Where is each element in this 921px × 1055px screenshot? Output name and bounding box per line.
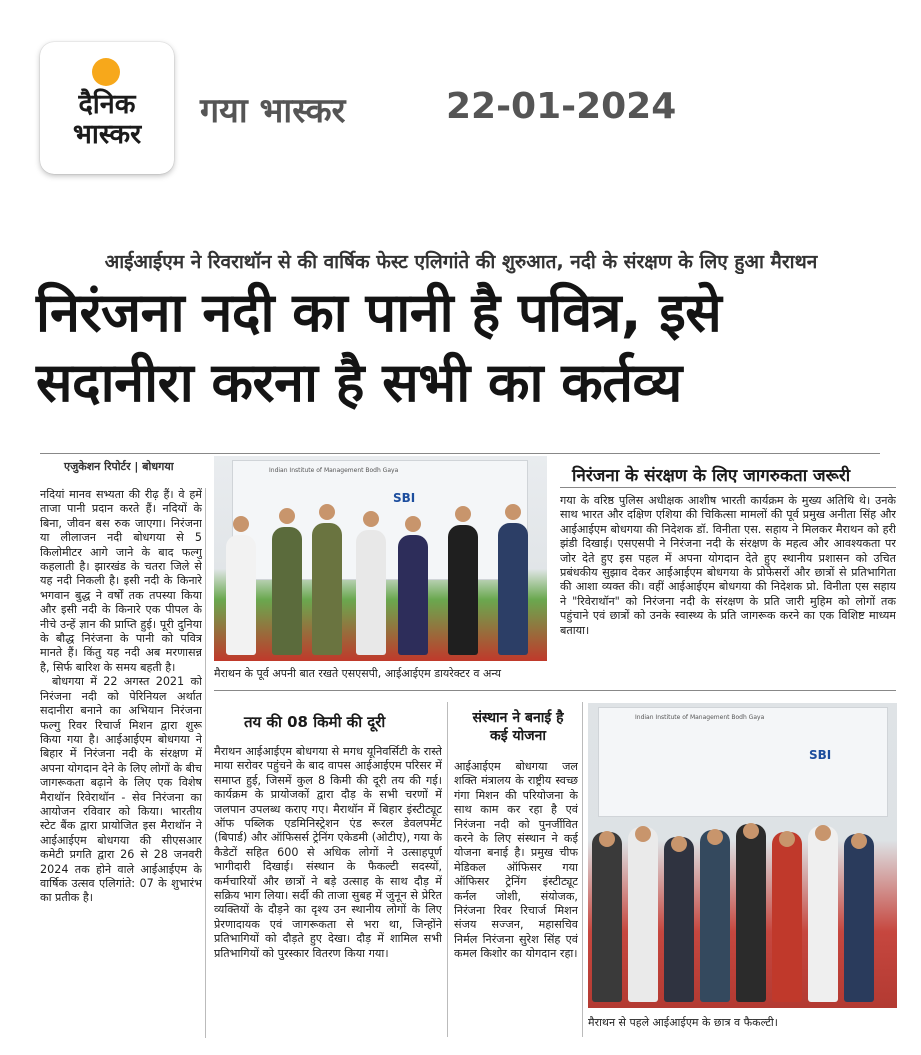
photo-caption: मैराथन से पहले आईआईएम के छात्र व फैकल्टी। xyxy=(588,1016,778,1029)
person-head xyxy=(599,831,615,847)
article-section-3: आईआईएम बोधगया जल शक्ति मंत्रालय के राष्ट्रीय स्वच्छ गंगा मिशन की परियोजना के साथ काम कर रहा है एवं निरंजना नदी को पुनर्जीवित करने के लिए संस्थान ने कई योजना बनाई है। प्रमुख चीफ मेडिकल ऑफिसर गया ऑफिसर ट्रेनिंग इंस्टीट्यूट कर्नल जोशी, संयोजक, निरंजना रिवर रिचार्ज मिशन संजय सज्जन, महासचिव निर्मल निरंजना सुरेश सिंह एवं कमल किशोर का योगदान रहा। xyxy=(454,760,578,961)
dainik-bhaskar-logo xyxy=(40,42,174,174)
person xyxy=(736,824,766,1002)
sbi-logo: SBI xyxy=(809,748,832,762)
person-head xyxy=(233,516,249,532)
person xyxy=(592,832,622,1002)
person-head xyxy=(363,511,379,527)
edition-date: 22-01-2024 xyxy=(446,86,677,127)
article-section-1: गया के वरिष्ठ पुलिस अधीक्षक आशीष भारती कार्यक्रम के मुख्य अतिथि थे। उनके साथ भारत और दक्षिण एशिया की चिकित्सा मामलों की पूर्व प्रमुख अनीता सिंह और आईआईएम बोधगया की निदेशक डॉ. विनीता एस. सहाय ने मिलकर मैराथन को हरी झंडी दिखाई। एसएसपी ने निरंजना नदी के संरक्षण के महत्व और आवश्यकता पर जोर देते हुए इस पहल में अपना योगदान देते हुए स्थानीय प्रशासन को उचित प्रबंधकीय सुझाव देकर आईआईएम बोधगया के प्रोफेसरों और छात्रों से प्रतिभागिता की आशा व्यक्त की। वहीं आईआईएम बोधगया की निदेशक प्रो. विनीता एस सहाय ने "रिवेराथॉन" को निरंजना नदी के संरक्षण के प्रति जारी मुहिम को लोगों तक पहुंचाने एवं छात्रों को उनके स्वास्थ्य के प्रति जागरूक करने का एक विशिष्ट माध्यम बताया। xyxy=(560,494,896,637)
person-head xyxy=(405,516,421,532)
person xyxy=(272,527,302,655)
photo-caption: मैराथन के पूर्व अपनी बात रखते एसएसपी, आईआईएम डायरेक्टर व अन्य xyxy=(214,667,501,680)
article-column-1 xyxy=(40,488,202,1038)
edition-name: गया भास्कर xyxy=(200,91,346,131)
person xyxy=(700,830,730,1002)
person xyxy=(498,523,528,655)
section-heading: संस्थान ने बनाई है कई योजना xyxy=(472,710,564,744)
sun-icon xyxy=(92,58,120,86)
divider xyxy=(560,487,896,488)
sbi-logo: SBI xyxy=(393,491,416,505)
person-head xyxy=(851,833,867,849)
person xyxy=(844,834,874,1002)
person xyxy=(312,523,342,655)
person xyxy=(226,535,256,655)
person-head xyxy=(779,831,795,847)
person-head xyxy=(815,825,831,841)
photo-officials xyxy=(214,456,547,661)
person-head xyxy=(707,829,723,845)
person-head xyxy=(671,836,687,852)
person xyxy=(398,535,428,655)
column-divider xyxy=(205,488,206,1038)
byline: एजुकेशन रिपोर्टर | बोधगया xyxy=(64,460,174,473)
logo-line-2: भास्कर xyxy=(72,119,142,150)
person xyxy=(808,826,838,1002)
person-head xyxy=(279,508,295,524)
kicker-headline: आईआईएम ने रिवराथॉन से की वार्षिक फेस्ट एलिगांते की शुरुआत, नदी के संरक्षण के लिए हुआ मैराथन xyxy=(104,251,818,273)
divider xyxy=(214,690,896,691)
paragraph: बोधगया में 22 अगस्त 2021 को निरंजना नदी को पेरिनियल अर्थात सदानीरा बनाने का अभियान निरंजना फल्गु रिवर रिचार्ज मिशन द्वारा शुरू किया गया है। आईआईएम बोधगया ने बिहार में निरंजना नदी के संरक्षण में अपना योगदान देने के लिए लोगों के बीच जागरूकता बढ़ाने के लिए एक विशेष मैराथॉन रिवेराथॉन - सेव निरंजना का आयोजन रविवार को किया। भारतीय स्टेट बैंक द्वारा प्रायोजित इस मैराथॉन ने आईआईएम बोधगया की सीएसआर कमेटी प्रगति द्वारा 26 से 28 जनवरी 2024 तक होने वाले आईआईएम के वार्षिक उत्सव एलिगांते: 07 के शुभारंभ का प्रतीक है। xyxy=(40,675,202,905)
article-section-2: मैराथन आईआईएम बोधगया से मगध यूनिवर्सिटी के रास्ते माया सरोवर पहुंचने के बाद वापस आईआईएम परिसर में समाप्त हुई, जिसमें कुल 8 किमी की दूरी तय की गई। कार्यक्रम के प्रायोजकों द्वारा दौड़ के सभी चरणों में जलपान उपलब्ध कराए गए। मैराथॉन में बिहार इंस्टीट्यूट ऑफ पब्लिक एडमिनिस्ट्रेशन एंड रूरल डेवलपमेंट (बिपार्ड) और ऑफिसर्स ट्रेनिंग एकेडमी (ओटीए), गया के कैडेटों सहित 600 से अधिक लोगों ने उत्साहपूर्ण भागीदारी दिखाई। संस्थान के फैकल्टी सदस्यों, कर्मचारियों और छात्रों ने बड़े उत्साह के साथ दौड़ में सक्रिय भाग लिया। सर्दी की ताजा सुबह में जुनून से प्रेरित व्यक्तियों के दौड़ने का दृश्य उन स्थानीय लोगों के लिए प्रेरणादायक एवं जागरूकता से भरा था, जिन्होंने प्रतिभागियों को दौड़ते हुए देखा। दौड़ में शामिल सभी प्रतिभागियों को पुरस्कार वितरण किया गया। xyxy=(214,745,442,960)
column-divider xyxy=(582,702,583,1037)
person xyxy=(448,525,478,655)
person xyxy=(664,837,694,1002)
person-head xyxy=(505,504,521,520)
person xyxy=(356,530,386,655)
person xyxy=(772,832,802,1002)
paragraph: नदियां मानव सभ्यता की रीढ़ हैं। वे हमें ताजा पानी प्रदान करते हैं। नदियों के बिना, जीवन बस रुक जाएगा। निरंजना या लीलाजन नदी बोधगया से 5 किलोमीटर आगे जाने के बाद फल्गु कहलाती है। झारखंड के चतरा जिले से यह नदी निकली है। इसी नदी के किनारे भगवान बुद्ध ने वर्षों तक तपस्या किया और इसी नदी के किनारे एक पीपल के नीचे उन्हें ज्ञान की प्राप्ति हुई। पूरी दुनिया के बौद्ध निरंजना के पानी को पवित्र मानते हैं। किंतु यह नदी अब मरणासन्न है, सिर्फ बारिश के समय बहती है। xyxy=(40,488,202,674)
section-heading: तय की 08 किमी की दूरी xyxy=(244,713,386,731)
person xyxy=(628,827,658,1002)
main-headline: निरंजना नदी का पानी है पवित्र, इसे सदानीरा करना है सभी का कर्तव्य xyxy=(36,281,722,414)
photo-students-faculty xyxy=(588,703,897,1008)
person-head xyxy=(743,823,759,839)
person-head xyxy=(319,504,335,520)
backdrop-text: Indian Institute of Management Bodh Gaya xyxy=(269,467,399,474)
person-head xyxy=(455,506,471,522)
logo-line-1: दैनिक xyxy=(78,89,136,120)
section-heading: निरंजना के संरक्षण के लिए जागरुकता जरूरी xyxy=(572,466,851,486)
event-backdrop xyxy=(598,707,888,817)
person-head xyxy=(635,826,651,842)
divider xyxy=(40,453,880,454)
backdrop-text: Indian Institute of Management Bodh Gaya xyxy=(635,714,765,721)
column-divider xyxy=(447,702,448,1037)
